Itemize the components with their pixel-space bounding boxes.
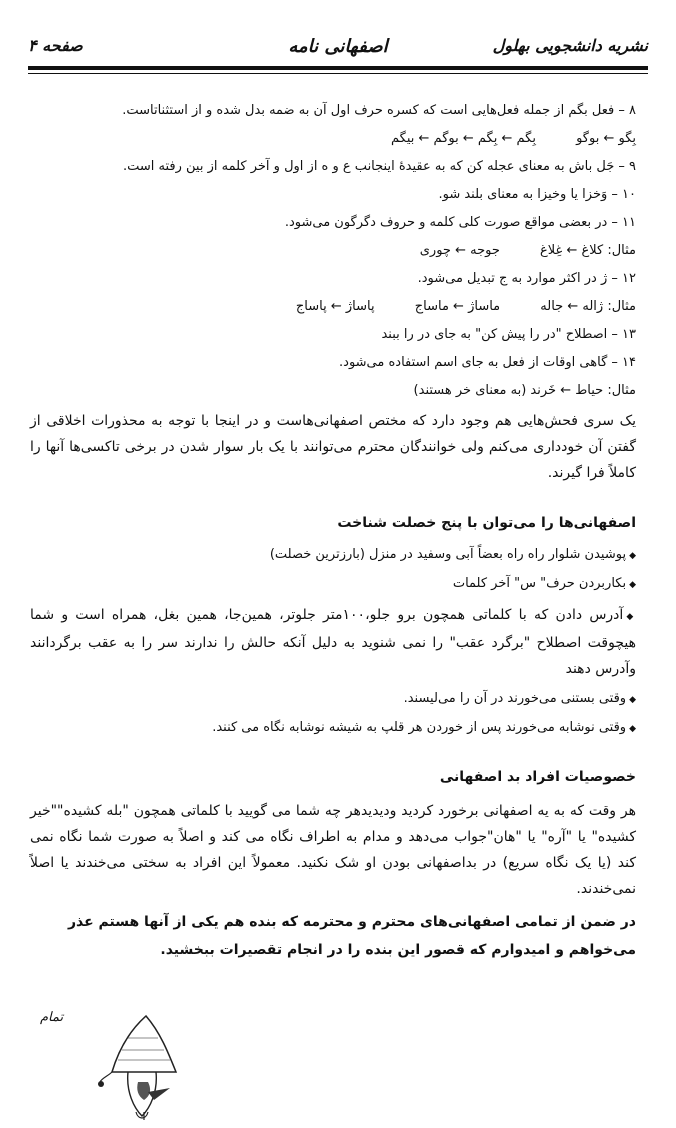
- item-13: ۱۳ – اصطلاح "در را پیش کن" به جای در را ببند: [381, 327, 636, 342]
- article-body: [30, 100, 636, 970]
- list-item: ◆ وقتی نوشابه می‌خورند پس از خوردن هر قلپ به شیشه نوشابه نگاه می کنند.: [30, 717, 636, 740]
- item-8: ۸ – فعل بگم از جمله فعل‌هایی است که کسره حرف اول آن به ضمه بدل شده و از استثناتاست.: [122, 103, 636, 118]
- closing-paragraph: در ضمن از تمامی اصفهانی‌های محترم و محترمه که بنده هم یکی از آنها هستم عذر می‌خواهم و امیدوارم که قصور این بنده را در انجام تقصیرات ببخشید.: [67, 914, 636, 958]
- bad-traits-heading: خصوصیات افراد بد اصفهانی: [439, 769, 636, 785]
- example-text: پاساژ ← پاساج: [295, 299, 375, 314]
- note-paragraph: یک سری فحش‌هایی هم وجود دارد که مختص اصفهانی‌هاست و در اینجا با توجه به محذورات اخلاقی از گفتن آن خودداری می‌کنم ولی خوانندگان محترم می‌توانند با یک بار سوار شدن در برخی تاکسی‌ها آنها را کاملاً فرا گیرند.: [30, 413, 636, 481]
- signoff: تمام: [40, 1010, 64, 1025]
- traits-list: [30, 544, 636, 740]
- list-item: ◆ آدرس دادن که با کلماتی همچون برو جلو،۱۰۰متر جلوتر، همین‌جا، همین بغل، همراه است و شما هیچوقت اصطلاح "برگرد عقب" را نمی شنوید به دلیل آنکه حالش را ندارند سر را به عقب برگردانند وآدرس دهند: [30, 602, 636, 682]
- example-text: ماساژ ← ماساج: [414, 299, 501, 314]
- example-text: مثال: ژاله ← جاله: [540, 299, 636, 314]
- header-rule-thin: [28, 73, 648, 74]
- wizard-doodle-illustration: [98, 1012, 208, 1122]
- example-text: بِگم ← بِگم ← بوگم ← بیگم: [391, 131, 536, 146]
- page-number: صفحه ۴: [28, 36, 83, 55]
- example-text: مثال: کلاغ ← غِلاغ: [540, 243, 636, 258]
- item-8-examples: [30, 128, 636, 150]
- example-text: جوجه ← چوری: [419, 243, 500, 258]
- example-text: بِگو ← بوگو: [576, 131, 636, 146]
- item-12-examples: [30, 296, 636, 318]
- traits-heading: اصفهانی‌ها را می‌توان با پنج خصلت شناخت: [337, 515, 636, 531]
- item-14: ۱۴ – گاهی اوقات از فعل به جای اسم استفاده می‌شود.: [339, 355, 636, 370]
- list-item: ◆ بکاربردن حرف" س" آخر کلمات: [30, 573, 636, 596]
- list-item: ◆ پوشیدن شلوار راه راه بعضاً آبی وسفید در منزل (بارزترین خصلت): [30, 544, 636, 567]
- header-rule-thick: [28, 66, 648, 70]
- item-12: ۱۲ – ژ در اکثر موارد به ج تبدیل می‌شود.: [417, 271, 636, 286]
- page-header: [28, 28, 648, 68]
- item-14-example: مثال: حیاط ← خَرند (به معنای خر هستند): [413, 383, 636, 398]
- bad-traits-paragraph: هر وقت که به یه اصفهانی برخورد کردید ودیدیدهر چه شما می گویید با کلماتی همچون "بله کشیده""خیر کشیده" یا "آره" یا "هان"جواب می‌دهد و مدام به اطراف نگاه می کند و اصلاً به صورت شما نگاه نمی کند (یا یک نگاه سریع) در بداصفهانی بودن او شک نکنید. معمولاً این افراد به سختی می‌خندند یا اصلاً نمی‌خندند.: [30, 803, 636, 897]
- item-10: ۱۰ – وَخزا یا وخیزا به معنای بلند شو.: [438, 187, 636, 202]
- item-11: ۱۱ – در بعضی مواقع صورت کلی کلمه و حروف دگرگون می‌شود.: [284, 215, 636, 230]
- item-11-examples: [30, 240, 636, 262]
- item-9: ۹ – جَل باش به معنای عجله کن که به عقیدهٔ اینجانب ع و ه از اول و آخر کلمه از بین رفته است.: [122, 159, 636, 174]
- page-title: اصفهانی نامه: [288, 36, 388, 57]
- publication-name: نشریه دانشجویی بهلول: [492, 36, 648, 55]
- list-item: ◆ وقتی بستنی می‌خورند در آن را می‌لیسند.: [30, 688, 636, 711]
